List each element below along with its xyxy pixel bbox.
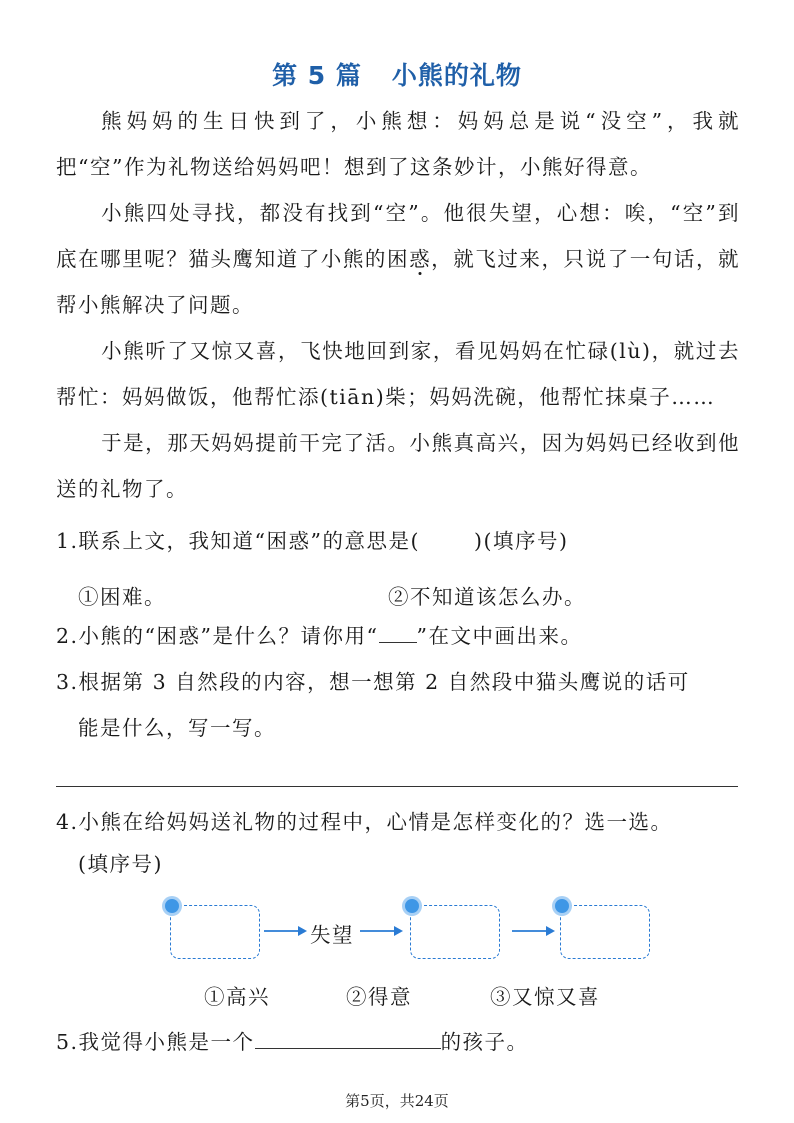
page-title — [0, 56, 794, 92]
pin-icon — [405, 899, 419, 913]
question-2-text-a: 2.小熊的“困惑”是什么？请你用“ — [56, 624, 379, 648]
arrow-icon — [358, 924, 404, 938]
question-4-option-2: ②得意 — [346, 985, 412, 1009]
question-4-option-3: ③又惊又喜 — [490, 985, 600, 1009]
question-2 — [56, 614, 582, 658]
title-number: 第 5 篇 — [272, 61, 362, 90]
mood-box-1[interactable] — [170, 905, 260, 959]
page-footer: 第5页，共24页 — [345, 1092, 449, 1110]
question-1 — [56, 519, 569, 563]
pin-icon — [165, 899, 179, 913]
question-2-text-b: ”在文中画出来。 — [416, 624, 583, 648]
mood-middle-label: 失望 — [310, 923, 354, 947]
question-3-line-2: 能是什么，写一写。 — [78, 716, 276, 740]
mood-box-3[interactable] — [560, 905, 650, 959]
question-4-line-1: 4.小熊在给妈妈送礼物的过程中，心情是怎样变化的？选一选。 — [56, 810, 673, 834]
question-5 — [56, 1020, 529, 1064]
underline-symbol — [379, 622, 417, 643]
question-5-blank[interactable] — [255, 1026, 441, 1049]
title-name: 小熊的礼物 — [391, 61, 522, 90]
arrow-icon — [262, 924, 308, 938]
pin-icon — [555, 899, 569, 913]
story-paragraph-2 — [56, 190, 740, 328]
question-3-line-1: 3.根据第 3 自然段的内容，想一想第 2 自然段中猫头鹰说的话可 — [56, 670, 690, 694]
emphasis-dot-char: 惑 — [409, 247, 432, 271]
mood-box-2[interactable] — [410, 905, 500, 959]
question-1-text-b: )(填序号) — [474, 529, 569, 553]
story-paragraph-4: 于是，那天妈妈提前干完了活。小熊真高兴，因为妈妈已经收到他送的礼物了。 — [56, 431, 740, 501]
story-paragraph-3: 小熊听了又惊又喜，飞快地回到家，看见妈妈在忙碌(lù)，就过去帮忙：妈妈做饭，他帮忙添(tiān)柴；妈妈洗碗，他帮忙抹桌子…… — [56, 339, 740, 409]
question-1-option-2: ②不知道该怎么办。 — [388, 585, 586, 609]
question-1-option-1: ①困难。 — [78, 585, 166, 609]
question-4-line-2: (填序号) — [78, 852, 163, 876]
question-5-text-a: 5.我觉得小熊是一个 — [56, 1030, 255, 1054]
question-5-text-b: 的孩子。 — [440, 1030, 529, 1054]
question-1-text-a: 1.联系上文，我知道“困惑”的意思是( — [56, 529, 421, 553]
arrow-icon — [510, 924, 556, 938]
story-paragraph-1: 熊妈妈的生日快到了，小熊想：妈妈总是说“没空”，我就把“空”作为礼物送给妈妈吧！想到了这条妙计，小熊好得意。 — [56, 109, 740, 179]
question-4-option-1: ①高兴 — [204, 985, 270, 1009]
question-3-answer-line[interactable] — [56, 786, 738, 787]
story-paragraph-2-a: 小熊四处寻找，都没有找到“空”。他很失望，心想：唉，“空”到底在哪里呢？猫头鹰知道了小熊的困 — [56, 201, 740, 271]
story-paragraph-2-b: ，就飞过来，只说了一句话，就帮小熊解决了问题。 — [56, 247, 741, 317]
